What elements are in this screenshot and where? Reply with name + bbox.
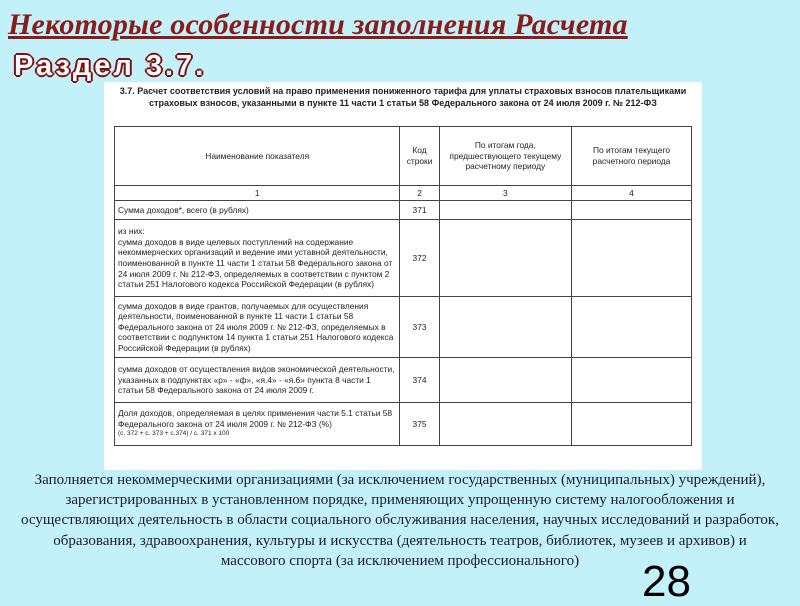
row-code: 374 <box>400 358 439 403</box>
column-number: 4 <box>572 186 692 201</box>
row-code: 371 <box>400 201 439 220</box>
table-row <box>115 358 692 403</box>
table-row <box>115 201 692 220</box>
row-formula: (с. 372 + с. 373 + с.374) / с. 371 х 100 <box>118 430 230 438</box>
section-subtitle: Раздел 3.7. <box>14 50 207 82</box>
form-table <box>114 126 692 446</box>
column-header-prev: По итогам года, предшествующего текущему расчетному периоду <box>439 127 571 186</box>
row-name: сумма доходов от осуществления видов экономической деятельности, указанных в подпунктах «р» - «ф», «я.4» - «я.6» пункта 8 части 1 статьи 58 Федерального закона от 24 июля 2009 г. <box>115 358 400 403</box>
document-header: 3.7. Расчет соответствия условий на право применения пониженного тарифа для уплаты страховых взносов плательщиками страховых взносов, указанными в пункте 11 части 1 статьи 58 Федерального закона от 24 июля 2009 г. № 212-ФЗ <box>119 86 687 108</box>
column-header-code: Код строки <box>400 127 439 186</box>
value-cell <box>572 201 692 220</box>
value-cell <box>439 358 571 403</box>
table-header-row <box>115 127 692 186</box>
table-row <box>115 403 692 446</box>
column-number: 1 <box>115 186 400 201</box>
value-cell <box>572 297 692 358</box>
column-header-cur: По итогам текущего расчетного периода <box>572 127 692 186</box>
value-cell <box>572 403 692 446</box>
column-number: 3 <box>439 186 571 201</box>
row-name: Сумма доходов*, всего (в рублях) <box>115 201 400 220</box>
row-code: 372 <box>400 220 439 297</box>
value-cell <box>572 358 692 403</box>
table-row <box>115 220 692 297</box>
form-document <box>104 82 702 470</box>
column-header-name: Наименование показателя <box>115 127 400 186</box>
row-name-cell <box>115 403 400 446</box>
row-name: сумма доходов в виде грантов, получаемых для осуществления деятельности, поименованной в пункте 11 части 1 статьи 58 Федерального закона от 24 июля 2009 г. № 212-ФЗ, определяемых в соответствии с подпунктом 14 пункта 1 статьи 251 Налогового кодекса Российской Федерации (в рублях) <box>115 297 400 358</box>
value-cell <box>439 220 571 297</box>
column-number: 2 <box>400 186 439 201</box>
value-cell <box>439 403 571 446</box>
value-cell <box>439 297 571 358</box>
slide-title: Некоторые особенности заполнения Расчета <box>8 8 628 41</box>
row-name: из них: сумма доходов в виде целевых поступлений на содержание некоммерческих организаций и ведение ими уставной деятельности, поименованной в пункте 11 части 1 статьи 58 Федерального закона от 24 июля 2009 г. № 212-ФЗ, определяемых в соответствии с пунктом 2 статьи 251 Налогового кодекса Российской Федерации (в рублях) <box>115 220 400 297</box>
row-code: 375 <box>400 403 439 446</box>
page-number: 28 <box>642 557 691 606</box>
row-code: 373 <box>400 297 439 358</box>
value-cell <box>439 201 571 220</box>
table-row <box>115 297 692 358</box>
value-cell <box>572 220 692 297</box>
column-numbers-row <box>115 186 692 201</box>
explanatory-note: Заполняется некоммерческими организациями (за исключением государственных (муниципальных) учреждений), зарегистрированных в установленном порядке, применяющих упрощенную систему налогообложения и осуществляющих деятельность в области социального обслуживания населения, научных исследований и разработок, образования, здравоохранения, культуры и искусства (деятельность театров, библиотек, музеев и архивов) и массового спорта (за исключением профессионального) <box>21 472 779 569</box>
row-name: Доля доходов, определяемая в целях применения части 5.1 статьи 58 Федерального закона от 24 июля 2009 г. № 212-ФЗ (%) <box>118 408 393 429</box>
